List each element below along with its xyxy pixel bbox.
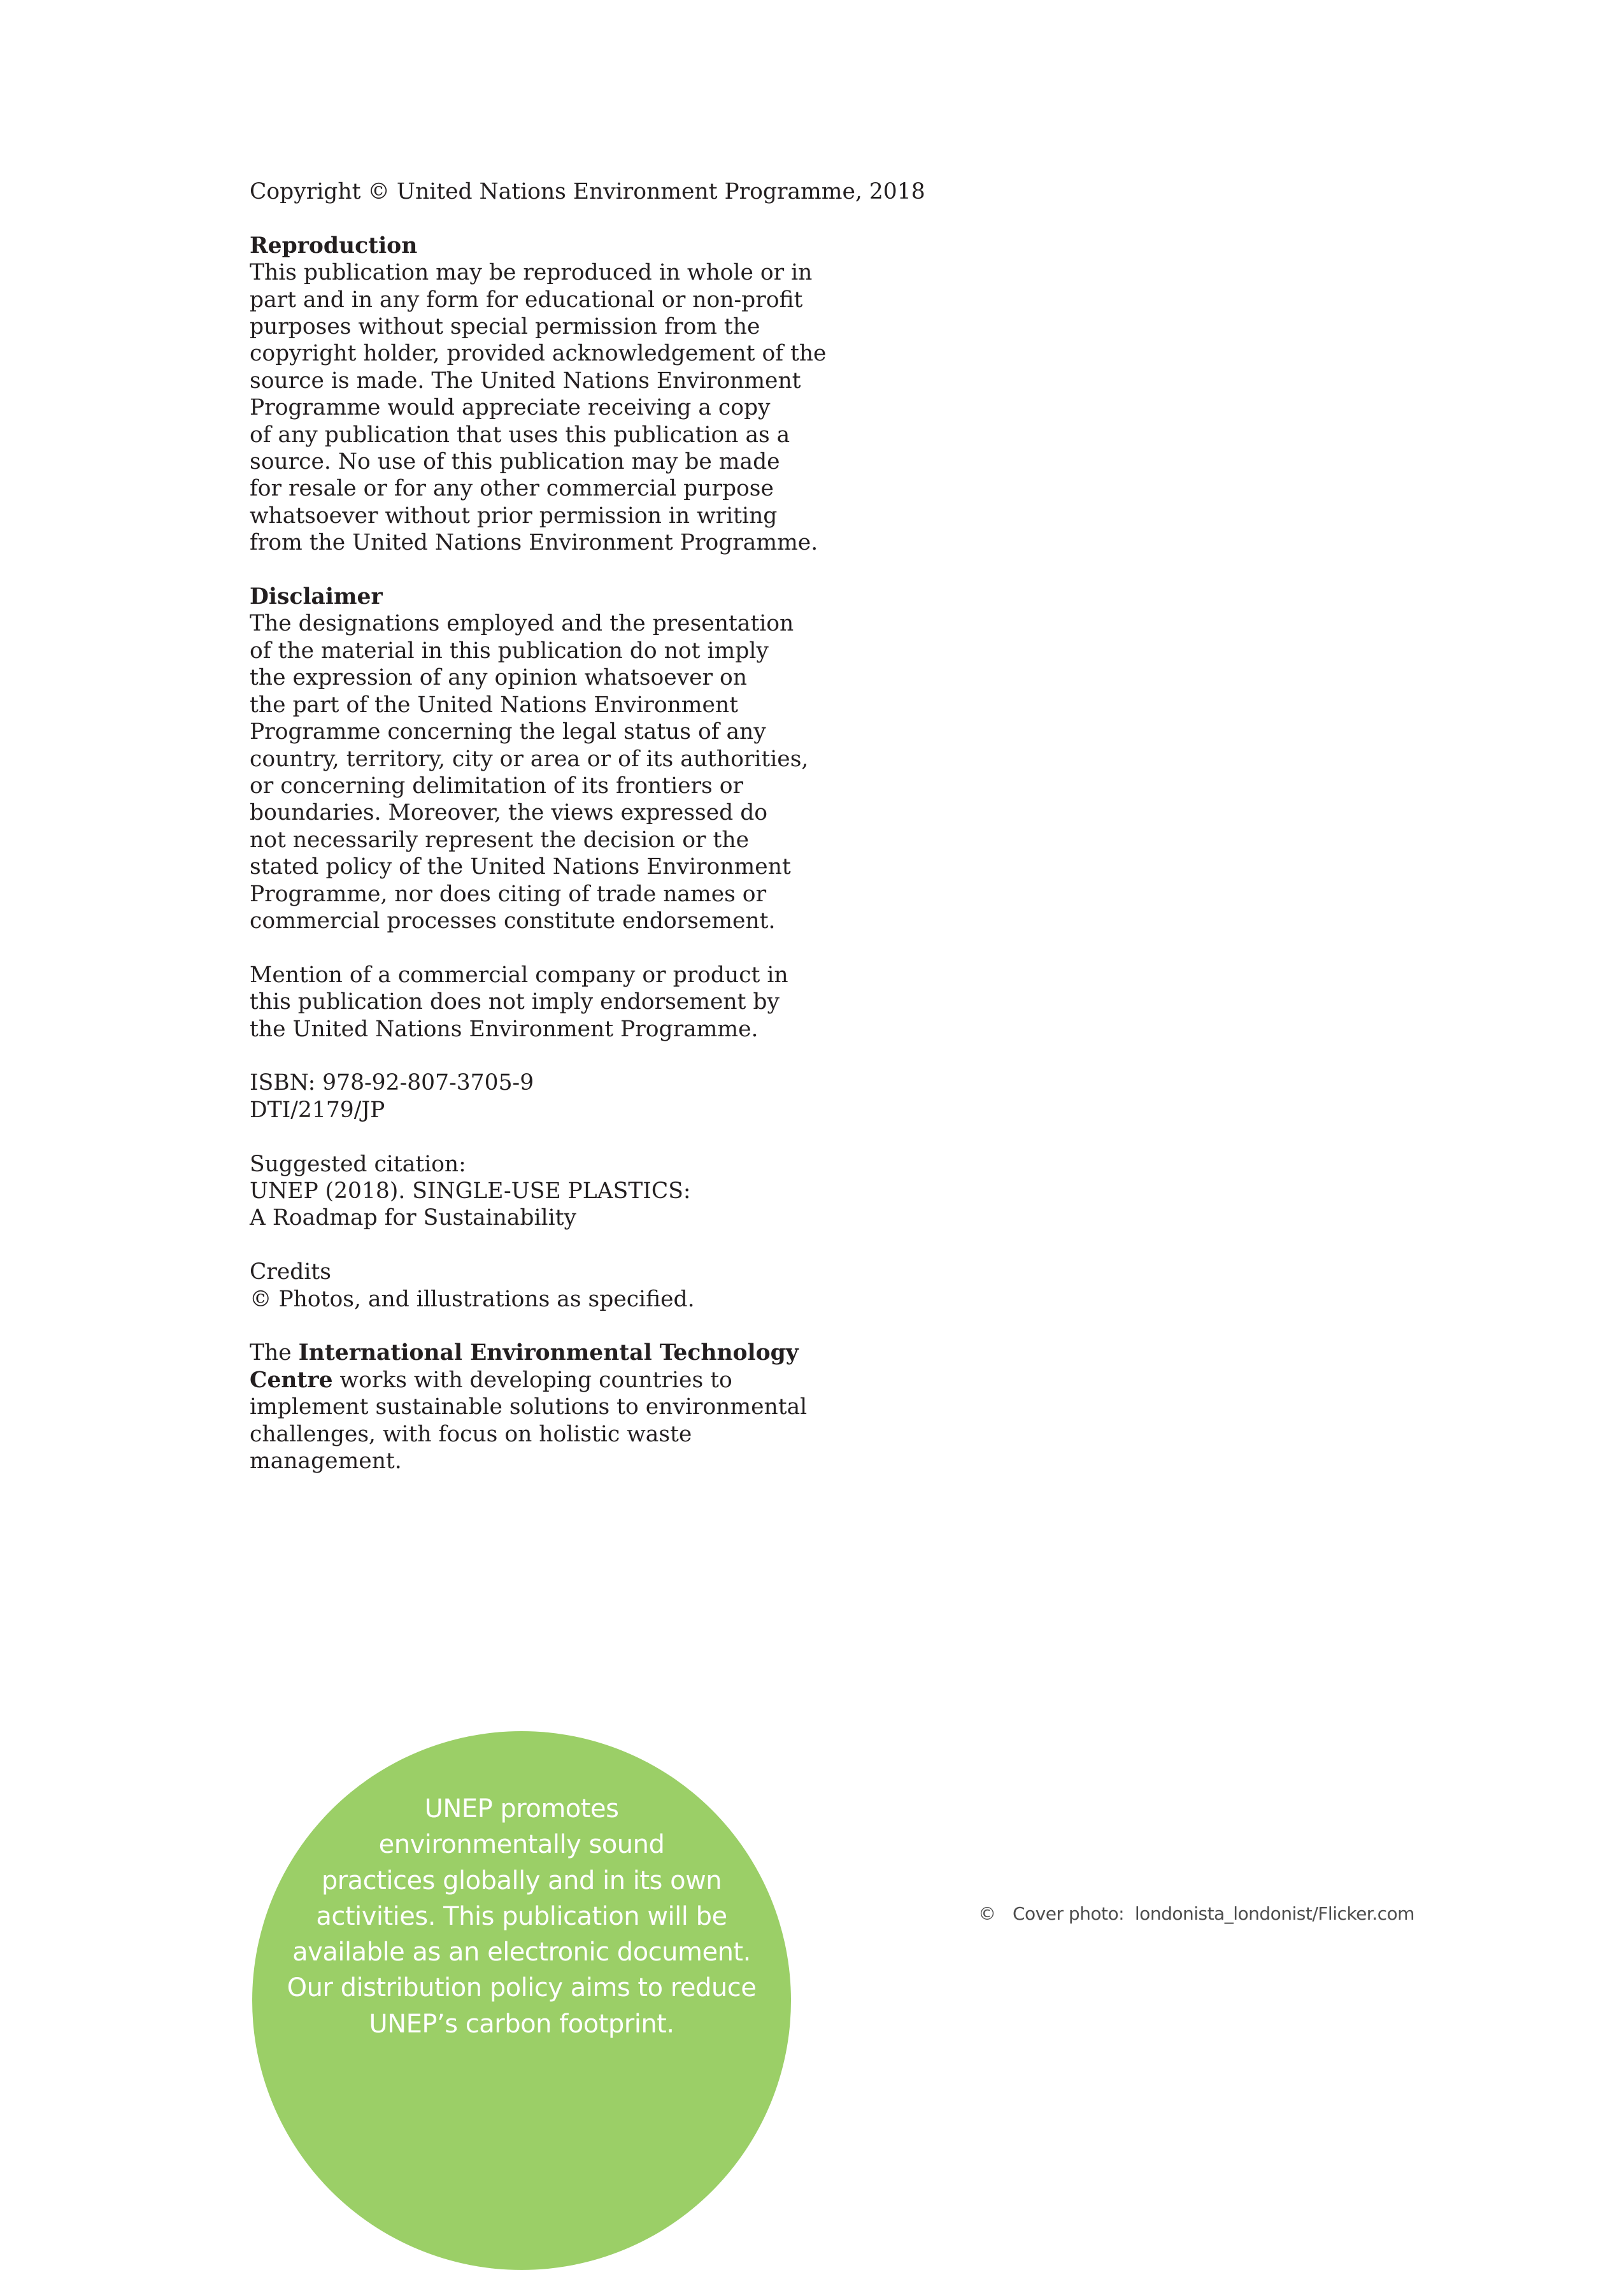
- cover-photo-label: Cover photo:: [1013, 1903, 1125, 1924]
- ietc-line-rest: works with developing countries to: [332, 1367, 732, 1393]
- disclaimer-line: or concerning delimitation of its frontiers or: [250, 773, 743, 799]
- citation-section: [250, 1151, 874, 1232]
- ietc-prefix: The: [250, 1340, 299, 1366]
- reproduction-line: of any publication that uses this publication as a: [250, 422, 790, 448]
- copyright-notice: [250, 178, 925, 205]
- disclaimer-line: commercial processes constitute endorsement.: [250, 908, 776, 934]
- mention-line: Mention of a commercial company or product in: [250, 962, 788, 988]
- reproduction-line: source is made. The United Nations Environment: [250, 368, 801, 394]
- citation-line: UNEP (2018). SINGLE-USE PLASTICS:: [250, 1178, 691, 1204]
- disclaimer-line: The designations employed and the presentation: [250, 611, 794, 637]
- disclaimer-line: not necessarily represent the decision or the: [250, 827, 750, 853]
- copyright-line: Copyright © United Nations Environment Programme, 2018: [250, 179, 925, 204]
- copyright-icon: ©: [978, 1903, 996, 1924]
- identifiers-section: [250, 1069, 874, 1124]
- credits-label: Credits: [250, 1259, 331, 1285]
- ietc-line: [250, 1367, 874, 1394]
- ietc-name-end: Centre: [250, 1367, 333, 1393]
- reproduction-line: This publication may be reproduced in whole or in: [250, 260, 813, 286]
- statement-line: UNEP promotes: [424, 1794, 619, 1824]
- environmental-statement: [252, 1791, 791, 2042]
- reproduction-line: for resale or for any other commercial purpose: [250, 476, 774, 502]
- disclaimer-line: country, territory, city or area or of its authorities,: [250, 746, 809, 772]
- reproduction-line: whatsoever without prior permission in writing: [250, 503, 778, 529]
- statement-line: activities. This publication will be: [316, 1901, 727, 1931]
- disclaimer-line: Programme concerning the legal status of any: [250, 719, 766, 745]
- credits-section: [250, 1259, 874, 1313]
- statement-line: UNEP’s carbon footprint.: [369, 2009, 674, 2039]
- cover-photo-source: londonista_londonist/Flicker.com: [1134, 1903, 1414, 1924]
- citation-line: A Roadmap for Sustainability: [250, 1205, 576, 1231]
- mention-line: the United Nations Environment Programme.: [250, 1016, 759, 1042]
- reproduction-line: from the United Nations Environment Programme.: [250, 530, 818, 556]
- credits-text: © Photos, and illustrations as specified.: [250, 1286, 695, 1312]
- ietc-section: [250, 1339, 874, 1474]
- reproduction-line: Programme would appreciate receiving a copy: [250, 395, 771, 421]
- disclaimer-line: the expression of any opinion whatsoever on: [250, 665, 748, 691]
- cover-photo-credit: [978, 1902, 1414, 1925]
- disclaimer-line: boundaries. Moreover, the views expressed do: [250, 800, 768, 826]
- mention-section: [250, 962, 874, 1043]
- mention-line: this publication does not imply endorsement by: [250, 989, 780, 1015]
- citation-label: Suggested citation:: [250, 1151, 466, 1177]
- disclaimer-line: stated policy of the United Nations Environment: [250, 854, 791, 880]
- imprint-column: [250, 178, 925, 1502]
- reproduction-line: part and in any form for educational or non-profit: [250, 287, 803, 313]
- reproduction-line: copyright holder, provided acknowledgement of the: [250, 341, 827, 367]
- reproduction-line: source. No use of this publication may be made: [250, 449, 780, 475]
- ietc-line: challenges, with focus on holistic waste: [250, 1421, 692, 1447]
- statement-line: available as an electronic document.: [292, 1938, 751, 1967]
- reproduction-section: [250, 232, 874, 557]
- reproduction-line: purposes without special permission from the: [250, 314, 760, 340]
- disclaimer-section: [250, 583, 874, 934]
- job-number: DTI/2179/JP: [250, 1097, 385, 1123]
- ietc-line: [250, 1339, 874, 1366]
- ietc-line: implement sustainable solutions to environmental: [250, 1394, 808, 1420]
- isbn-number: ISBN: 978-92-807-3705-9: [250, 1070, 534, 1096]
- statement-line: Our distribution policy aims to reduce: [287, 1973, 757, 2003]
- ietc-name: International Environmental Technology: [298, 1340, 799, 1366]
- disclaimer-line: of the material in this publication do not imply: [250, 638, 769, 664]
- statement-line: practices globally and in its own: [321, 1866, 722, 1895]
- disclaimer-heading: Disclaimer: [250, 584, 383, 610]
- reproduction-heading: Reproduction: [250, 232, 418, 259]
- statement-line: environmentally sound: [378, 1830, 665, 1860]
- disclaimer-line: the part of the United Nations Environment: [250, 692, 739, 718]
- disclaimer-line: Programme, nor does citing of trade names or: [250, 881, 767, 907]
- ietc-line: management.: [250, 1448, 402, 1474]
